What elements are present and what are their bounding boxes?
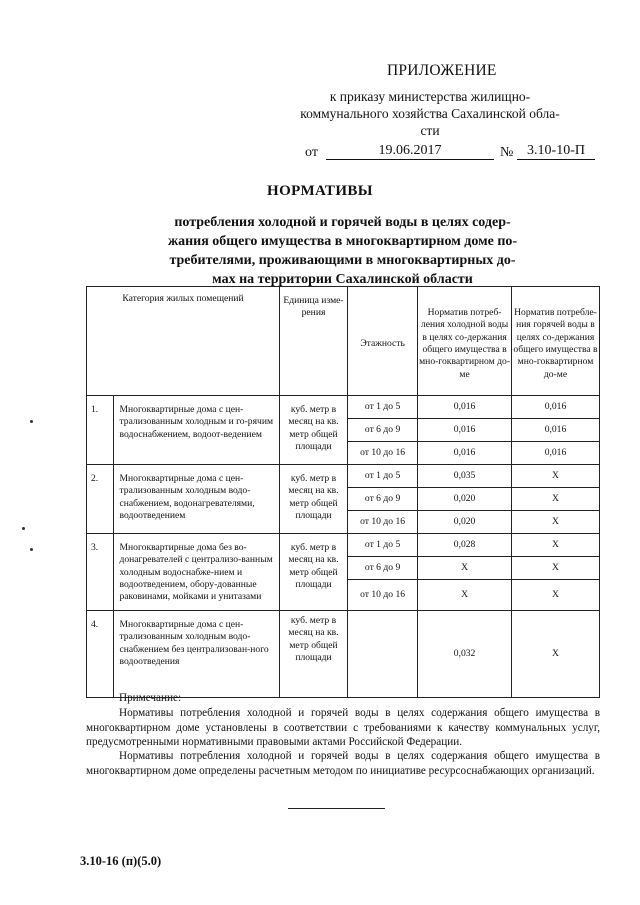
row-hot: 0,016 <box>511 396 599 419</box>
order-number: 3.10-10-П <box>517 143 595 160</box>
order-line-3: сти <box>420 123 440 138</box>
note-paragraph-1: Нормативы потребления холодной и горячей воды в целях содержания общего имущества в многоквартирном доме установлены в соответствии с требованиями к качеству коммунальных услуг, предусмотренными нормативными правовыми актами Российской Федерации. <box>86 707 600 749</box>
footer-code: 3.10-16 (п)(5.0) <box>80 854 162 868</box>
row-floors: от 1 до 5 <box>348 396 418 419</box>
row-number: 1. <box>87 396 114 465</box>
row-hot: X <box>511 465 599 488</box>
row-cold: 0,020 <box>418 488 512 511</box>
note-paragraph-2: Нормативы потребления холодной и горячей воды в целях содержания общего имущества в многоквартирном доме определены расчетным методом по инициативе ресурсоснабжающих организаций. <box>86 750 600 777</box>
row-hot: X <box>511 580 599 611</box>
order-date: 19.06.2017 <box>326 143 494 160</box>
row-floors: от 1 до 5 <box>348 465 418 488</box>
row-number: 4. <box>87 611 114 698</box>
row-cold: X <box>418 557 512 580</box>
row-unit: куб. метр в месяц на кв. метр общей площади <box>280 534 348 611</box>
table-row <box>87 611 600 698</box>
row-number: 3. <box>87 534 114 611</box>
row-cold: 0,016 <box>418 396 512 419</box>
header-hot: Норматив потребле-ния горячей воды в целях со-держания общего имущества в мно-гоквартирном до-ме <box>511 287 599 396</box>
subtitle-line: жания общего имущества в многоквартирном доме по- <box>167 234 518 249</box>
row-floors: от 10 до 16 <box>348 580 418 611</box>
row-cold: 0,028 <box>418 534 512 557</box>
document-title: НОРМАТИВЫ <box>267 183 373 199</box>
row-hot: X <box>511 511 599 534</box>
row-floors <box>348 611 418 698</box>
row-hot: 0,016 <box>511 419 599 442</box>
row-unit: куб. метр в месяц на кв. метр общей площади <box>280 465 348 534</box>
row-cold: X <box>418 580 512 611</box>
header-floors: Этажность <box>348 287 418 396</box>
order-line-1: к приказу министерства жилищно- <box>329 89 531 104</box>
row-cold: 0,016 <box>418 442 512 465</box>
row-hot: X <box>511 534 599 557</box>
row-number: 2. <box>87 465 114 534</box>
scan-speck <box>22 527 25 530</box>
subtitle-line: мах на территории Сахалинской области <box>212 272 473 287</box>
row-cold: 0,020 <box>418 511 512 534</box>
row-unit: куб. метр в месяц на кв. метр общей площади <box>280 611 348 698</box>
header-unit: Единица изме-рения <box>280 287 348 396</box>
row-category: Многоквартирные дома с цен-трализованным холодным водо-снабжением, водонагревателями, водоотведением <box>114 465 280 534</box>
row-unit: куб. метр в месяц на кв. метр общей площади <box>280 396 348 465</box>
row-cold: 0,016 <box>418 419 512 442</box>
row-hot: X <box>511 557 599 580</box>
row-hot: 0,016 <box>511 442 599 465</box>
table-row <box>87 534 600 557</box>
order-line-2: коммунального хозяйства Сахалинской обла- <box>300 106 560 121</box>
row-floors: от 10 до 16 <box>348 511 418 534</box>
row-floors: от 1 до 5 <box>348 534 418 557</box>
row-cold: 0,035 <box>418 465 512 488</box>
row-category: Многоквартирные дома с цен-трализованным холодным водо-снабжением без централизован-ного водоотведения <box>114 611 280 698</box>
row-floors: от 6 до 9 <box>348 419 418 442</box>
row-floors: от 10 до 16 <box>348 442 418 465</box>
subtitle-line: потребления холодной и горячей воды в целях содер- <box>174 215 511 230</box>
row-hot: X <box>511 488 599 511</box>
document-subtitle <box>145 213 540 289</box>
scan-speck <box>30 548 33 551</box>
header-cold: Норматив потреб-ления холодной воды в целях со-держания общего имущества в мно-гоквартирном до-ме <box>418 287 512 396</box>
row-floors: от 6 до 9 <box>348 557 418 580</box>
row-category: Многоквартирные дома без во-донагревателей с централизо-ванным холодным водоснабже-нием и водоотведением, обору-дованные раковинами, мойками и унитазами <box>114 534 280 611</box>
header-category: Категория жилых помещений <box>87 287 280 396</box>
row-category: Многоквартирные дома с цен-трализованным холодным и го-рячим водоснабжением, водоот-ведением <box>114 396 280 465</box>
subtitle-line: требителями, проживающими в многоквартирных до- <box>169 253 516 268</box>
table-header-row <box>87 287 600 396</box>
row-floors: от 6 до 9 <box>348 488 418 511</box>
note-heading: Примечание: <box>119 692 182 704</box>
row-cold: 0,032 <box>418 611 512 698</box>
scan-speck <box>30 420 33 423</box>
number-label: № <box>500 145 514 160</box>
separator-line <box>288 808 385 809</box>
norms-table <box>86 286 600 698</box>
table-row <box>87 396 600 419</box>
appendix-label: ПРИЛОЖЕНИЕ <box>387 62 497 79</box>
table-row <box>87 465 600 488</box>
row-hot: X <box>511 611 599 698</box>
from-label: от <box>305 145 318 160</box>
